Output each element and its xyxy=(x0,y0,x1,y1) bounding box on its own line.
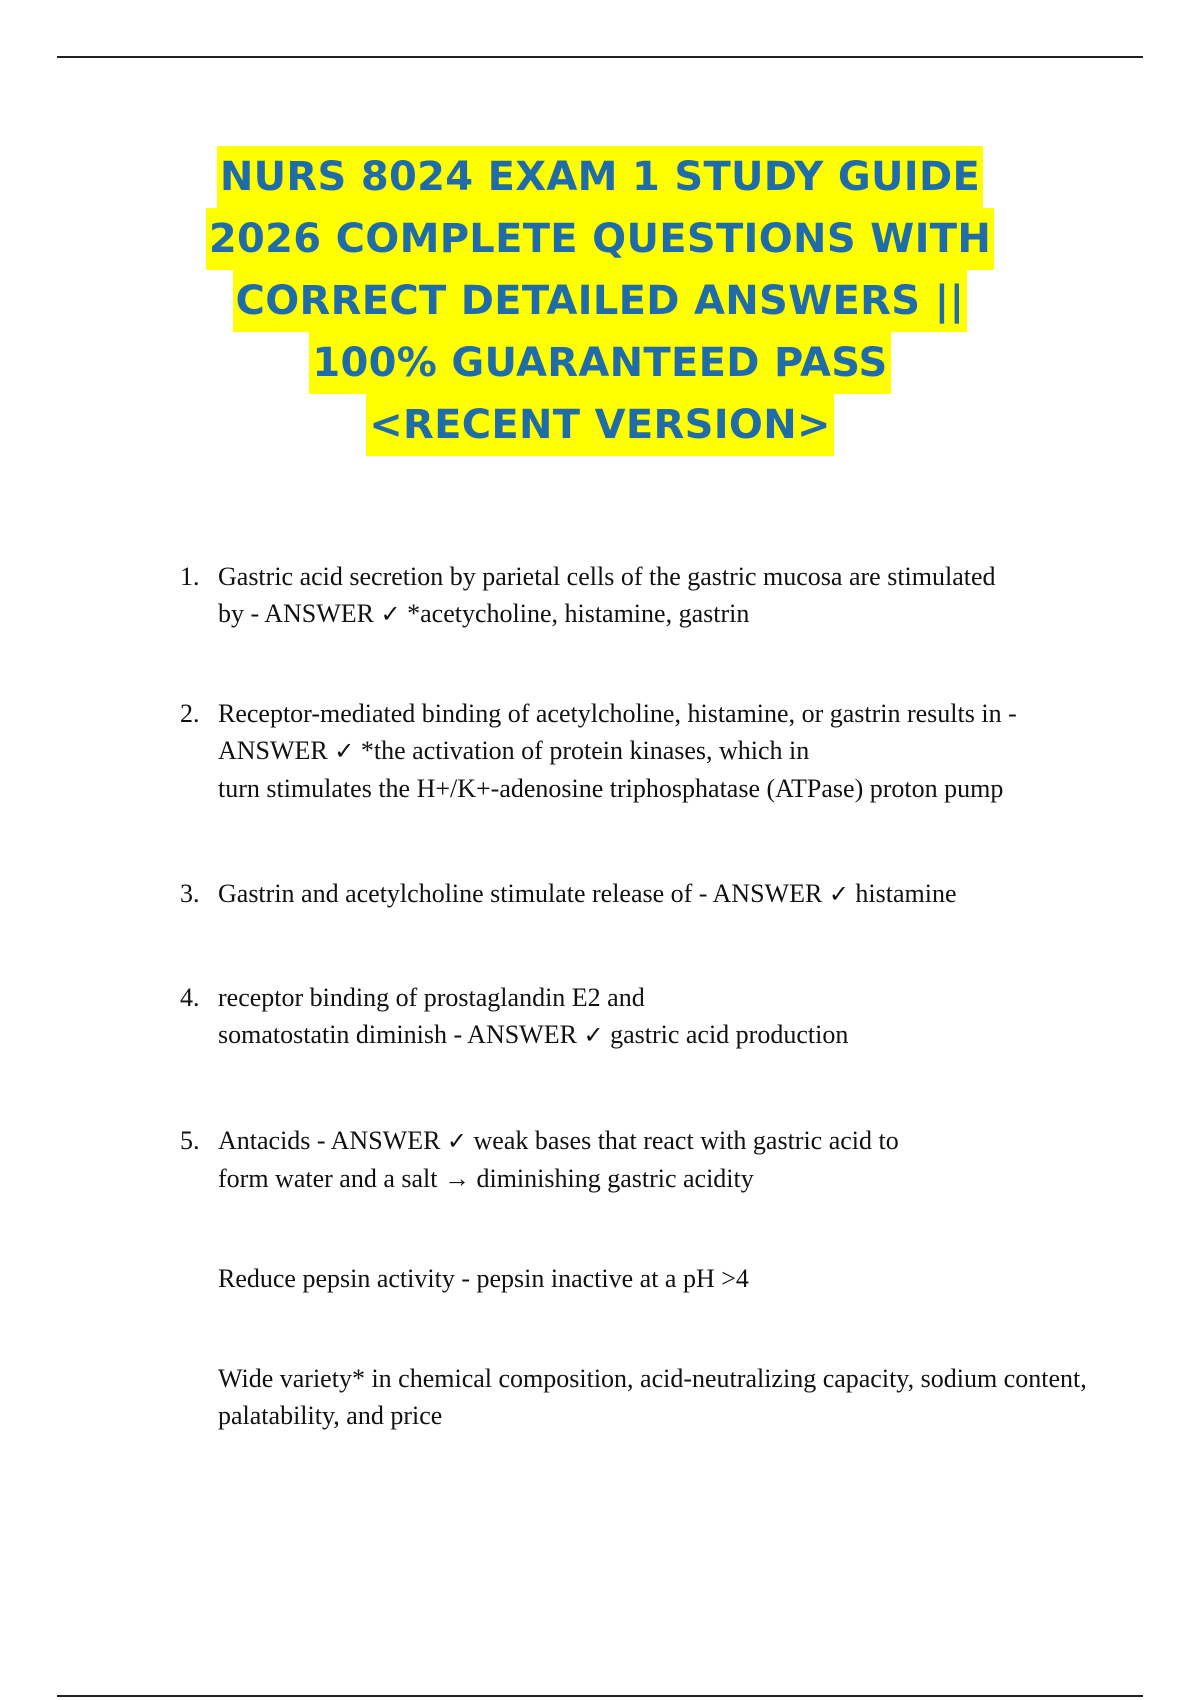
answer-text: form water and a salt → diminishing gastric acidity xyxy=(218,1164,754,1193)
answer-text: gastric acid production xyxy=(610,1020,849,1049)
answer-label: ANSWER xyxy=(218,736,328,765)
question-text: Gastric acid secretion by parietal cells of the gastric mucosa are stimulated xyxy=(218,562,996,591)
title-line: 2026 COMPLETE QUESTIONS WITH xyxy=(206,208,994,270)
answer-label: by - ANSWER xyxy=(218,599,374,628)
question-number: 1. xyxy=(180,562,200,591)
title-line: 100% GUARANTEED PASS xyxy=(309,332,890,394)
answer-line xyxy=(218,875,1110,913)
header-rule xyxy=(57,56,1143,58)
title-line: <RECENT VERSION> xyxy=(366,394,834,456)
answer-line xyxy=(218,732,1110,770)
answer-paragraph: Wide variety* in chemical composition, acid-neutralizing capacity, sodium content, palatability, and price xyxy=(218,1364,1087,1430)
answer-line xyxy=(218,1122,1110,1160)
question-item xyxy=(180,1122,1110,1434)
question-text: Antacids - ANSWER xyxy=(218,1126,441,1155)
question-list xyxy=(180,558,1110,1434)
question-text: Gastrin and acetylcholine stimulate release of - ANSWER xyxy=(218,879,823,908)
question-number: 4. xyxy=(180,983,200,1012)
checkmark-icon: ✓ xyxy=(380,600,401,628)
checkmark-icon: ✓ xyxy=(446,1127,468,1155)
answer-text: histamine xyxy=(855,879,957,908)
answer-text: *acetycholine, histamine, gastrin xyxy=(407,599,750,628)
answer-line xyxy=(218,1016,1110,1054)
question-number: 2. xyxy=(180,699,200,728)
checkmark-icon: ✓ xyxy=(583,1021,604,1049)
checkmark-icon: ✓ xyxy=(334,737,355,765)
checkmark-icon: ✓ xyxy=(828,880,849,908)
answer-text: turn stimulates the H+/K+-adenosine triphosphatase (ATPase) proton pump xyxy=(218,774,1004,803)
answer-text: weak bases that react with gastric acid to xyxy=(473,1126,899,1155)
question-number: 5. xyxy=(180,1126,200,1155)
question-item xyxy=(180,875,1110,913)
question-item xyxy=(180,558,1110,633)
title-line: CORRECT DETAILED ANSWERS || xyxy=(233,270,968,332)
question-text: receptor binding of prostaglandin E2 and xyxy=(218,983,645,1012)
question-text: Receptor-mediated binding of acetylcholine, histamine, or gastrin results in - xyxy=(218,699,1017,728)
question-number: 3. xyxy=(180,879,200,908)
footer-rule xyxy=(57,1695,1143,1697)
question-item xyxy=(180,695,1110,807)
answer-text: *the activation of protein kinases, which in xyxy=(360,736,810,765)
question-text: somatostatin diminish - ANSWER xyxy=(218,1020,577,1049)
answer-paragraph: Reduce pepsin activity - pepsin inactive at a pH >4 xyxy=(218,1264,749,1293)
question-item xyxy=(180,979,1110,1054)
document-title xyxy=(100,146,1100,456)
title-line: NURS 8024 EXAM 1 STUDY GUIDE xyxy=(217,146,983,208)
answer-line xyxy=(218,595,1110,633)
